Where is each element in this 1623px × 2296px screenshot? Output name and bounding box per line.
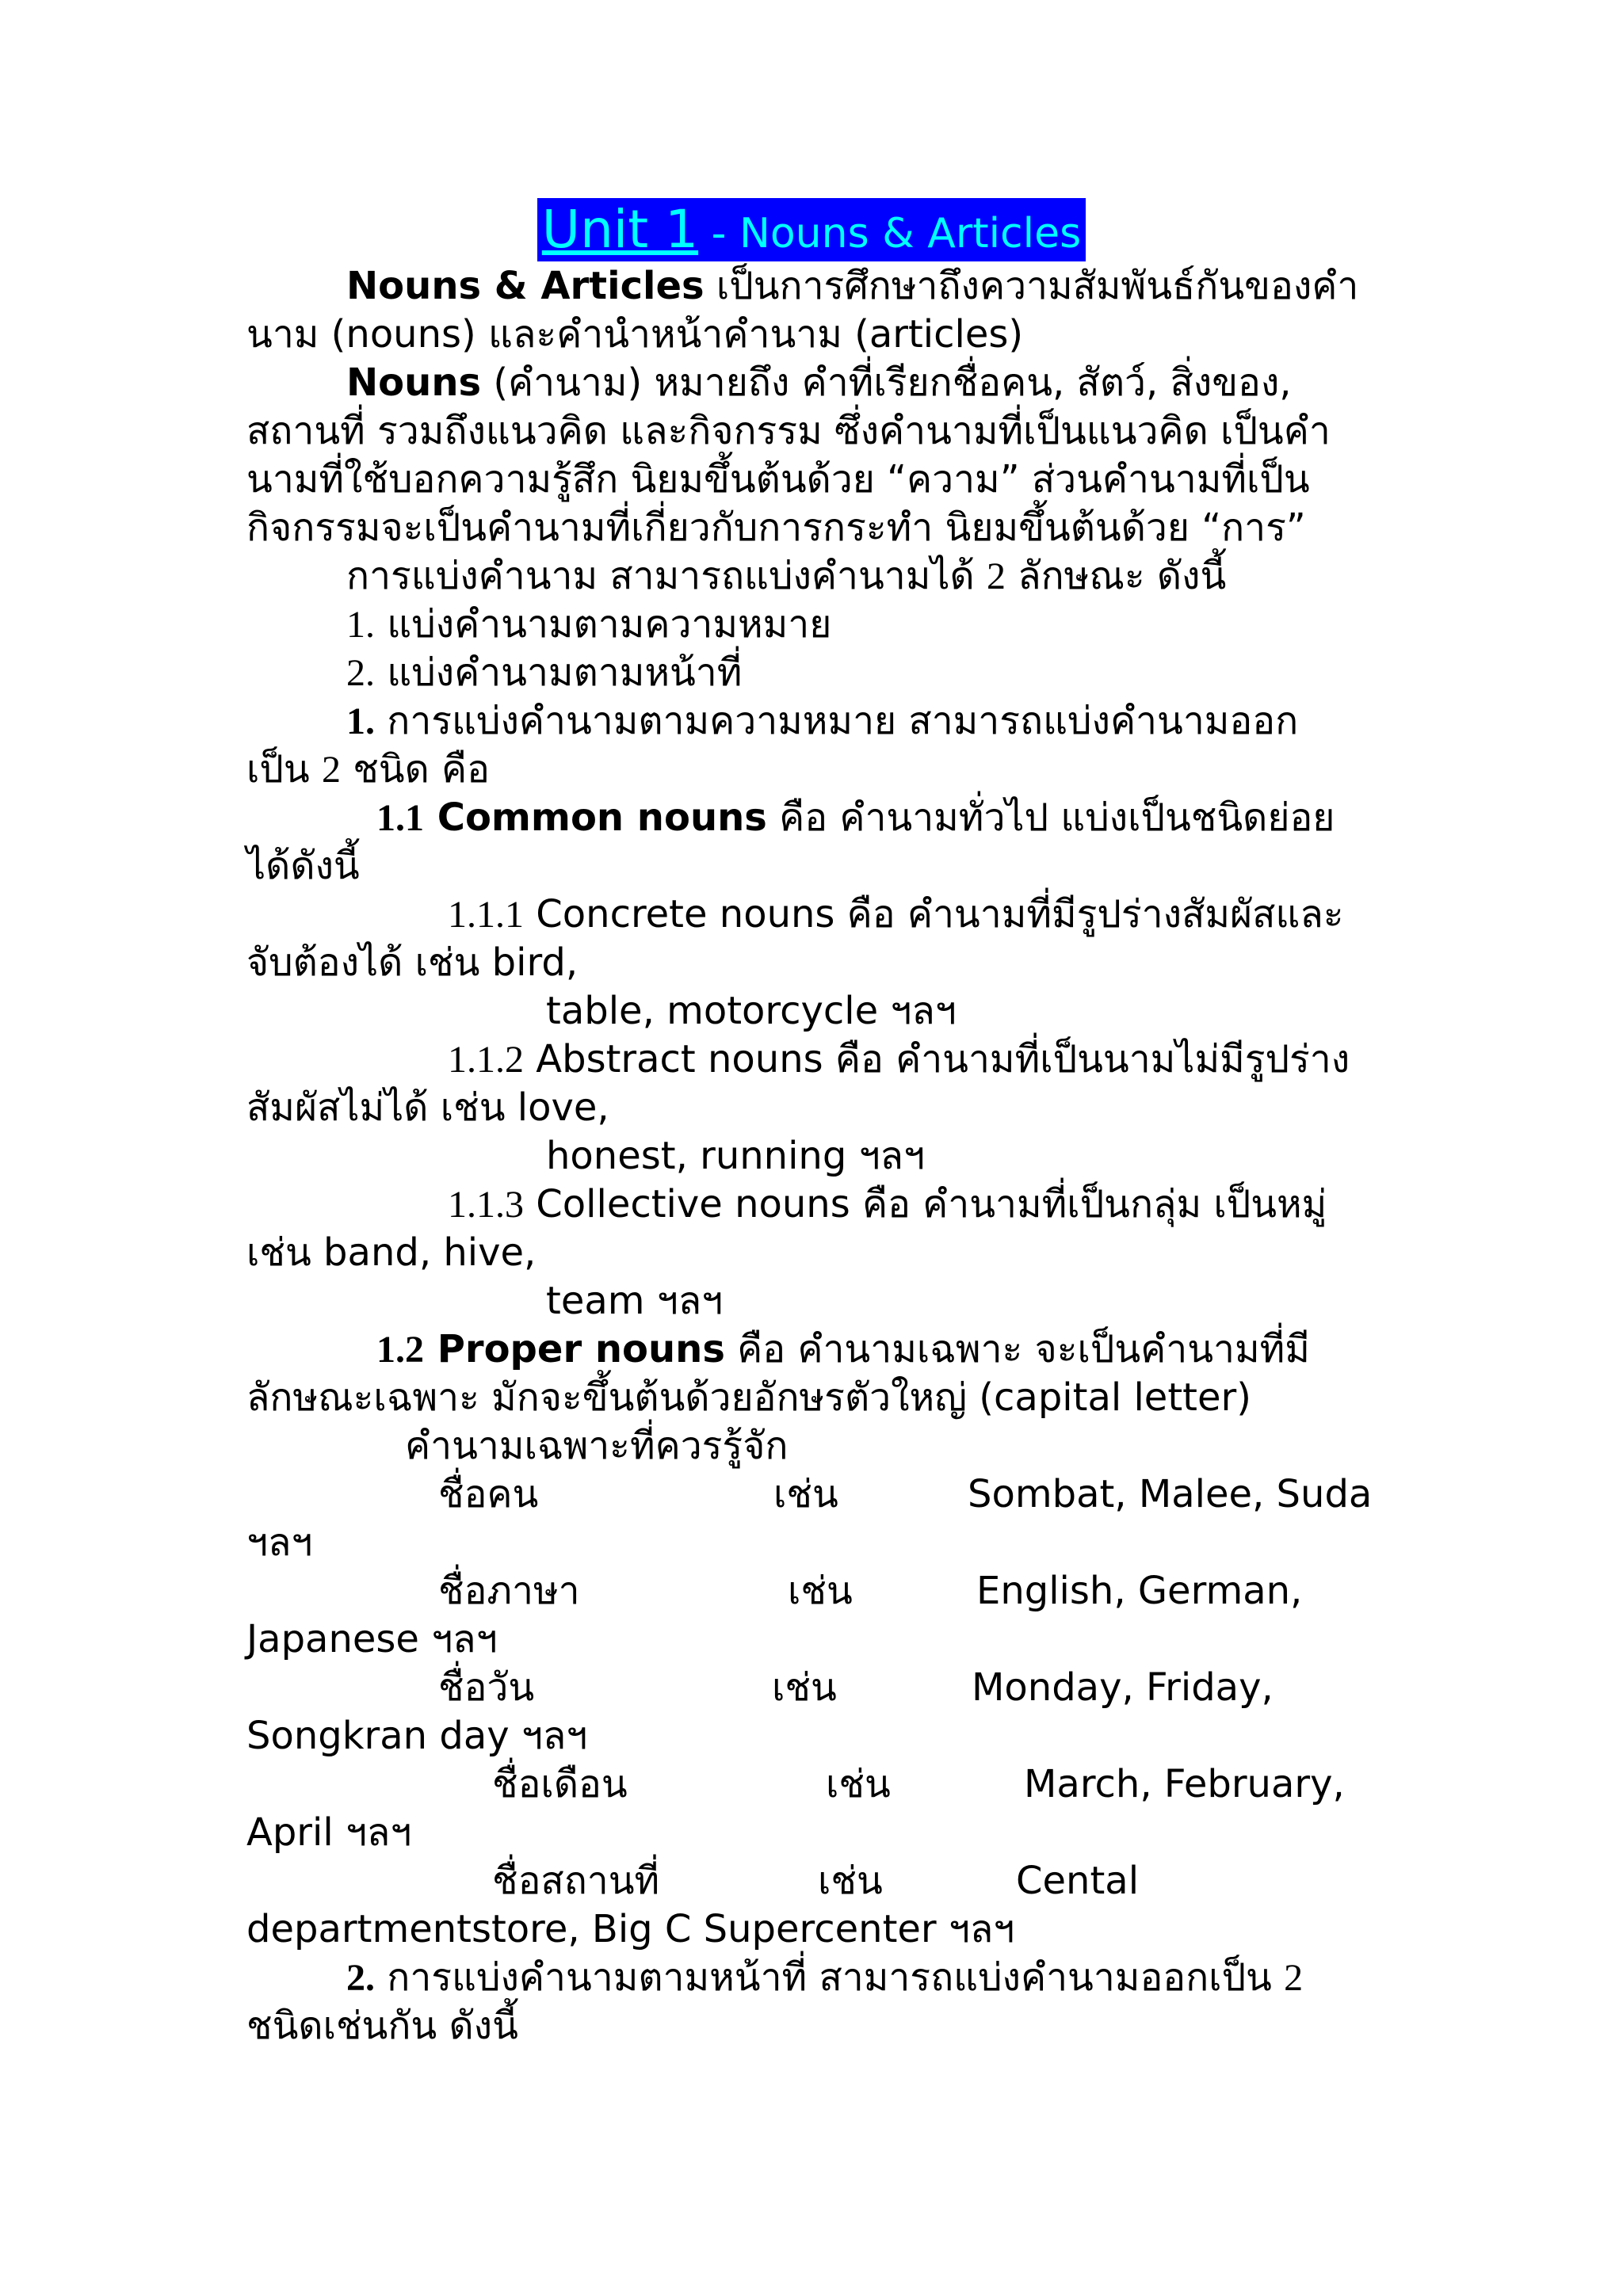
paragraph-line — [246, 746, 1388, 794]
example-text: March, February, — [1024, 1762, 1345, 1806]
example-values — [968, 1470, 1623, 1519]
example-text: English, German, — [976, 1569, 1303, 1613]
paragraph-line — [448, 891, 1589, 939]
paragraph-line — [448, 1180, 1589, 1229]
example-text: Sombat, Malee, Suda — [968, 1472, 1373, 1516]
line-text: นามที่ใช้บอกความรู้สึก นิยมขึ้นต้นด้วย “ความ” ส่วนคำนามที่เป็น — [246, 457, 1310, 502]
line-text: honest, running ฯลฯ — [546, 1134, 925, 1178]
item-number: 1.1.1 — [448, 894, 524, 936]
item-number: 1.1.3 — [448, 1184, 524, 1226]
number-text: 2 — [1284, 1957, 1304, 1999]
line-text: team ฯลฯ — [546, 1279, 724, 1323]
category-label: ชื่อวัน — [438, 1665, 535, 1710]
example-text: Monday, Friday, — [972, 1665, 1274, 1710]
paragraph-line — [246, 1519, 1388, 1567]
line-text: departmentstore, Big C Supercenter ฯลฯ — [246, 1907, 1015, 1951]
paragraph-line — [246, 939, 1388, 987]
line-text: (คำนาม) หมายถึง คำที่เรียกชื่อคน, สัตว์, สิ่งของ, — [481, 360, 1292, 405]
number-text: 2 — [321, 749, 341, 791]
category-label: ชื่อภาษา — [438, 1569, 580, 1613]
line-text: คือ คำนามทั่วไป แบ่งเป็นชนิดย่อย — [766, 795, 1335, 840]
line-text: คือ คำนามเฉพาะ จะเป็นคำนามที่มี — [724, 1327, 1310, 1371]
section-number: 1. — [346, 700, 375, 742]
paragraph-line — [246, 1084, 1388, 1132]
paragraph-line — [246, 1905, 1388, 1954]
line-text: การแบ่งคำนามตามความหมาย สามารถแบ่งคำนามออก — [375, 699, 1299, 743]
example-text: Cental — [1016, 1859, 1140, 1903]
line-text: จับต้องได้ เช่น bird, — [246, 940, 579, 985]
paragraph-line — [546, 1132, 1623, 1180]
line-text: แบ่งคำนามตามหน้าที่ — [375, 650, 743, 695]
title-row — [0, 198, 1623, 266]
such-as-label: เช่น — [818, 1859, 883, 1903]
paragraph-line — [546, 1277, 1623, 1325]
line-text: Concrete nouns คือ คำนามที่มีรูปร่างสัมผัสและ — [524, 892, 1344, 936]
subsection-number: 1.2 — [376, 1329, 424, 1371]
line-text: Songkran day ฯลฯ — [246, 1714, 588, 1758]
example-values — [1024, 1760, 1623, 1809]
paragraph-line — [448, 1035, 1589, 1084]
line-text: ฯลฯ — [246, 1520, 313, 1565]
section-heading — [346, 697, 1487, 746]
such-as-label: เช่น — [773, 1472, 838, 1516]
paragraph-line — [246, 2002, 1388, 2050]
paragraph-line — [246, 311, 1388, 359]
line-text: กิจกรรมจะเป็นคำนามที่เกี่ยวกับการกระทำ นิยมขึ้นต้นด้วย “การ” — [246, 505, 1306, 550]
paragraph-line — [246, 504, 1388, 552]
line-text: แบ่งคำนามตามความหมาย — [375, 602, 832, 646]
line-text: นาม (nouns) และคำนำหน้าคำนาม (articles) — [246, 312, 1024, 357]
line-text: Collective nouns คือ คำนามที่เป็นกลุ่ม เป็นหมู่ — [524, 1182, 1327, 1226]
category-label: ชื่อคน — [438, 1472, 539, 1516]
line-text: เป็น — [246, 747, 322, 791]
paragraph-line — [246, 1712, 1388, 1760]
paragraph-line — [246, 1809, 1388, 1857]
line-text: ลักษณะ ดังนี้ — [1005, 554, 1227, 598]
such-as-label: เช่น — [772, 1665, 837, 1710]
paragraph-line — [346, 552, 1487, 601]
unit-title-link[interactable]: Unit 1 — [541, 199, 699, 260]
subsection-number: 1.1 — [376, 797, 424, 839]
bold-term: Proper nouns — [424, 1327, 725, 1371]
line-text: การแบ่งคำนามตามหน้าที่ สามารถแบ่งคำนามออกเป็น — [375, 1955, 1285, 2000]
unit-title — [537, 198, 1086, 261]
paragraph-line — [246, 1374, 1388, 1422]
such-as-label: เช่น — [826, 1762, 891, 1806]
example-values — [972, 1664, 1623, 1712]
paragraph-line — [546, 987, 1623, 1035]
list-item — [346, 649, 1487, 697]
section-heading — [346, 1954, 1487, 2002]
line-text: ลักษณะเฉพาะ มักจะขึ้นต้นด้วยอักษรตัวใหญ่ (capital letter) — [246, 1375, 1251, 1420]
bold-term: Nouns — [346, 360, 482, 405]
subsection-heading — [376, 794, 1518, 842]
paragraph-line — [246, 1615, 1388, 1664]
line-text: ชนิด คือ — [340, 747, 490, 791]
line-text: สัมผัสไม่ได้ เช่น love, — [246, 1085, 609, 1130]
subsection-heading — [376, 1325, 1518, 1374]
category-label: ชื่อเดือน — [492, 1762, 628, 1806]
line-text: สถานที่ รวมถึงแนวคิด และกิจกรรม ซึ่งคำนามที่เป็นแนวคิด เป็นคำ — [246, 409, 1331, 453]
line-text: Japanese ฯลฯ — [246, 1617, 498, 1661]
bold-term: Nouns & Articles — [346, 264, 705, 308]
line-text: ชนิดเช่นกัน ดังนี้ — [246, 2004, 518, 2048]
unit-title-subtitle: - Nouns & Articles — [698, 210, 1082, 257]
list-number: 2. — [346, 652, 375, 694]
list-item — [346, 601, 1487, 649]
paragraph-line — [246, 407, 1388, 456]
line-text: Abstract nouns คือ คำนามที่เป็นนามไม่มีรูปร่าง — [524, 1037, 1350, 1081]
line-text: เป็นการศึกษาถึงความสัมพันธ์กันของคำ — [704, 264, 1359, 308]
item-number: 1.1.2 — [448, 1039, 524, 1081]
example-values — [976, 1567, 1623, 1615]
example-values — [1016, 1857, 1623, 1905]
number-text: 2 — [986, 555, 1006, 597]
paragraph-line — [346, 359, 1487, 407]
line-text: คำนามเฉพาะที่ควรรู้จัก — [405, 1424, 789, 1468]
section-number: 2. — [346, 1957, 375, 1999]
category-label: ชื่อสถานที่ — [492, 1859, 660, 1903]
paragraph-line — [246, 842, 1388, 891]
list-number: 1. — [346, 604, 375, 646]
paragraph-line — [246, 456, 1388, 504]
line-text: table, motorcycle ฯลฯ — [546, 989, 957, 1033]
such-as-label: เช่น — [788, 1569, 853, 1613]
line-text: เช่น band, hive, — [246, 1230, 537, 1275]
paragraph-line — [346, 262, 1487, 311]
line-text: April ฯลฯ — [246, 1810, 412, 1855]
bold-term: Common nouns — [424, 795, 767, 840]
paragraph-line — [246, 1229, 1388, 1277]
line-text: การแบ่งคำนาม สามารถแบ่งคำนามได้ — [346, 554, 987, 598]
paragraph-line — [405, 1422, 1546, 1470]
line-text: ได้ดังนี้ — [246, 844, 360, 888]
